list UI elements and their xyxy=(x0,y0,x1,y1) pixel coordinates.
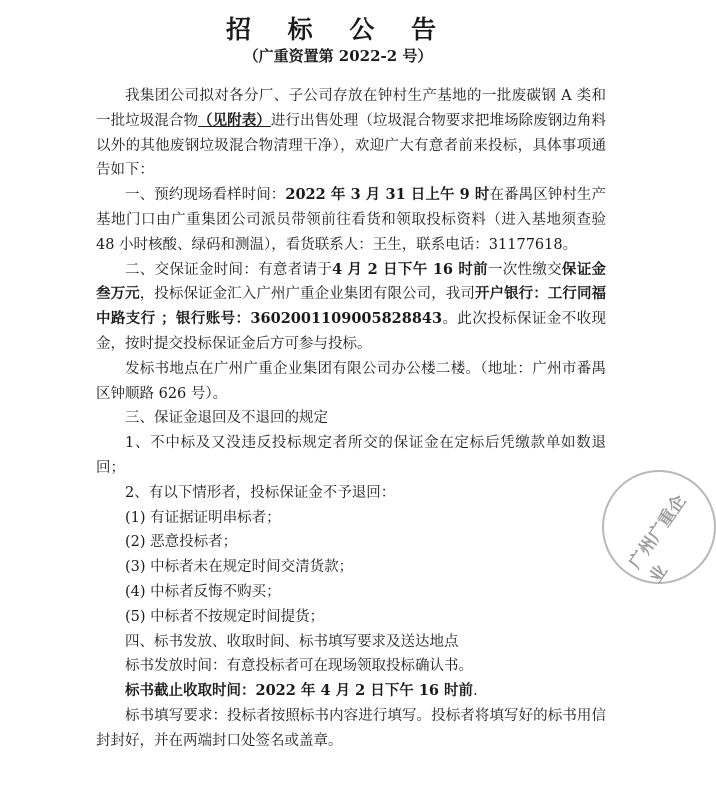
document-number: （广重资置第 2022-2 号） xyxy=(243,47,433,65)
bid-deadline-paragraph xyxy=(96,679,606,704)
section-2-label: 二、交保证金时间：有意者请于 xyxy=(125,261,333,278)
bid-fill-requirement: 标书填写要求：投标者按照标书内容进行填写。投标者将填写好的标书用信封封好，并在两端封口处签名或盖章。 xyxy=(96,707,606,749)
issue-place-paragraph: 发标书地点在广州广重企业集团有限公司办公楼二楼。（地址：广州市番禺区钟顺路 626 号）。 xyxy=(96,360,606,402)
bid-deadline: 标书截止收取时间：2022 年 4 月 2 日下午 16 时前 xyxy=(125,682,474,700)
viewing-date: 2022 年 3 月 31 日上午 9 时 xyxy=(285,186,490,204)
section-1-paragraph xyxy=(96,183,606,257)
page-title: 招 标 公 告 xyxy=(225,15,451,44)
intro-text: 我集团公司拟对各分厂、子公司存放在钟村生产基地的一批废碳钢 A 类和一批垃圾混合物 xyxy=(96,88,606,129)
forfeit-case: (5) 中标者不按规定时间提货； xyxy=(125,608,325,625)
section-2-text: 一次性缴交 xyxy=(487,261,562,278)
company-seal-stamp xyxy=(602,470,716,588)
document-body xyxy=(96,84,606,754)
section-3-item-2: 2、有以下情形者，投标保证金不予退回： xyxy=(125,484,396,501)
section-2-paragraph xyxy=(96,258,606,357)
section-1-text: 在番禺区钟村生产基地门口由广重集团公司派员带领前往看货和领取投标资料（进入基地须查验 48 小时核酸、绿码和测温），看货联系人：王生，联系电话：31177618。 xyxy=(96,187,607,253)
section-3-heading: 三、保证金退回及不退回的规定 xyxy=(125,410,328,427)
section-3-item-1: 1、不中标及又没违反投标规定者所交的保证金在定标后凭缴款单如数退回； xyxy=(96,435,606,476)
intro-text-continued: 进行出售处理（垃圾混合物要求把堆场除废钢边角料以外的其他废钢垃圾混合物清理干净），欢迎广大有意者前来投标，具体事项通告如下： xyxy=(96,112,607,179)
forfeit-case: (1) 有证据证明串标者； xyxy=(125,509,281,526)
deposit-amount: 保证金叁万元 xyxy=(96,260,606,303)
section-1-label: 一、预约现场看样时间： xyxy=(125,187,286,204)
forfeit-case: (2) 恶意投标者； xyxy=(125,534,238,551)
forfeit-case: (3) 中标者未在规定时间交清货款； xyxy=(125,559,354,576)
bid-deadline-period: . xyxy=(473,683,478,700)
bid-issue-time: 标书发放时间：有意投标者可在现场领取投标确认书。 xyxy=(125,658,473,675)
deposit-deadline: 4 月 2 日下午 16 时前 xyxy=(332,260,488,278)
section-2-text-continued: ，投标保证金汇入广州广重企业集团有限公司，我司 xyxy=(139,286,475,303)
attachment-reference: （见附表） xyxy=(198,111,271,129)
forfeit-case: (4) 中标者反悔不购买； xyxy=(125,583,281,600)
section-4-heading: 四、标书发放、收取时间、标书填写要求及送达地点 xyxy=(125,633,459,650)
bank-account-info: 开户银行：工行同福中路支行 ；银行账号：3602001109005828843 xyxy=(96,285,607,328)
stamp-text: 广州广重企业 xyxy=(625,491,691,588)
intro-paragraph xyxy=(96,84,606,183)
section-2-text-end: 。此次投标保证金不收现金，按时提交投标保证金后方可参与投标。 xyxy=(96,311,606,352)
